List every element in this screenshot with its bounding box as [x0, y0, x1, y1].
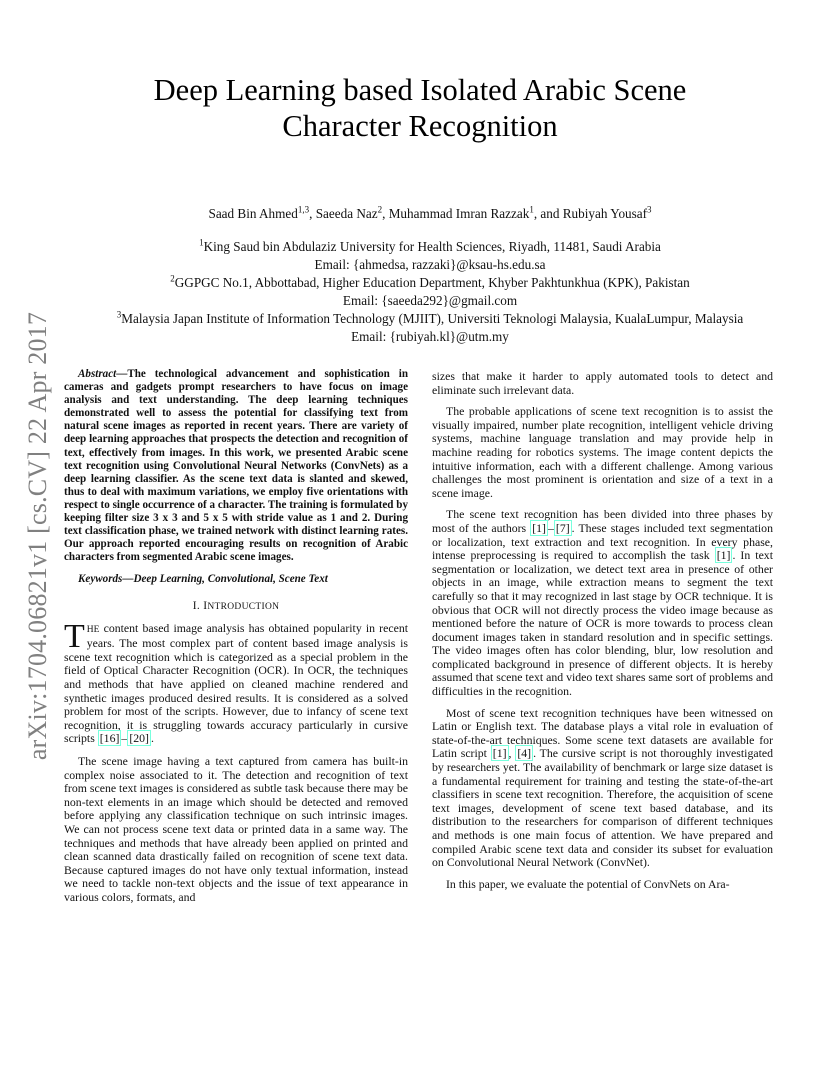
citation-link[interactable]: [1]	[492, 746, 507, 761]
paragraph-text: Most of scene text recognition techniques have been witnessed on Latin or English text. The database plays a vital role in evaluation of state-of-the-art techniques. Some scene text datasets are available for Latin script	[432, 705, 773, 761]
affil-number: 1	[199, 237, 204, 248]
affil-email: Email: {ahmedsa, razzaki}@ksau-hs.edu.sa	[314, 257, 546, 272]
author-4-affil: 3	[647, 204, 652, 215]
keywords: Keywords—Deep Learning, Convolutional, Scene Text	[78, 573, 328, 586]
affil-email: Email: {saeeda292}@gmail.com	[342, 293, 518, 308]
affil-text: Malaysia Japan Institute of Information Technology (MJIIT), Universiti Teknologi Malaysia, KualaLumpur, Malaysia	[121, 311, 744, 326]
author-2-affil: 2	[377, 204, 383, 215]
section-initial: I	[203, 600, 208, 612]
citation-dash: –	[121, 731, 128, 746]
affil-text: GGPGC No.1, Abbottabad, Higher Education Department, Khyber Pakhtunkhua (KPK), Pakistan	[174, 275, 690, 290]
author-sep: ,	[382, 206, 389, 221]
paragraph-end: .	[150, 731, 154, 746]
affiliation-2	[40, 274, 820, 310]
paper-title	[60, 72, 780, 144]
right-paragraph-1: sizes that make it harder to apply automated tools to detect and eliminate such irrelevant data.	[432, 369, 773, 397]
author-3-affil: 1	[529, 204, 534, 215]
right-paragraph-4	[432, 707, 773, 870]
affiliation-1	[40, 238, 820, 274]
small-caps: HE	[86, 624, 100, 635]
intro-paragraph-2: The scene image having a text captured from camera has built-in complex noise associated to it. The detection and recognition of text from scene text images is considered as subtle task because there may be non-text elements in an image which should be detected and removed before applying any classification technique on such intrinsic images. We can not process scene text data or printed data in a same way. The techniques and methods that have already been applied on printed and clean scanned data drastically failed on recognition of scene text data. Because captured images do not have only textual information, instead we need to tackle non-text objects and the issue of text appearance in various colors, formats, and	[64, 753, 408, 904]
paragraph-text: . These stages included text segmentation or localization, text extraction and text recognition. In every phase, intense preprocessing is required to accomplish the task	[432, 520, 773, 563]
citation-link[interactable]: [7]	[555, 520, 570, 535]
paragraph-text: . In text segmentation or localization, we detect text area in presence of other objects in an image, while extraction means to segment the text carefully so that it may recognized in last stage by OCR technique. It is obvious that OCR will not directly process the video image because as mentioned before the nature of OCR is more towards to process clean document images taken in standard resolution and in specific settings. The video images often has color blending, blur, low resolution and complicated background in presence of different objects. It is hereby assumed that scene text and video text shares same sort of problems and difficulties in the recognition.	[432, 548, 773, 699]
citation-dash: –	[547, 520, 554, 535]
abstract-label: Abstract	[78, 368, 117, 380]
paragraph-text: content based image analysis has obtained popularity in recent years. The most complex part of content based image analysis is scene text recognition which is categorized as a special problem in the field of Optical Character Recognition (OCR). In OCR, the techniques and methods that have applied on cleaned machine rendered and synthetic images produced desired results. It is considered as a solved problem for most of the scripts. However, due to infancy of scene text recognition, it is struggling towards accuracy particularly in cursive scripts	[64, 620, 408, 746]
paragraph-text: . The cursive script is not thoroughly investigated by researchers yet. The availability of benchmark or large size dataset is a fundamental requirement for training and testing the state-of-the-art classifiers in scene text recognition. Therefore, the acquisition of scene text images, development of scene text based database, and its distribution to the researchers for comparison of different techniques and methods is one main focus of attention. We have prepared and compiled Arabic scene text data and consider its subset for evaluation on Convolutional Neural Network (ConvNet).	[432, 746, 773, 870]
citation-link[interactable]: [1]	[532, 520, 546, 535]
author-2: Saeeda Naz	[315, 206, 378, 221]
citation-link[interactable]: [4]	[517, 746, 532, 761]
paragraph-text: The scene text recognition has been divided into three phases by most of the authors	[432, 507, 773, 535]
section-number: I.	[192, 600, 204, 612]
abstract	[64, 368, 408, 564]
author-1: Saad Bin Ahmed	[208, 206, 298, 221]
author-sep: , and	[533, 206, 563, 221]
drop-cap: T	[64, 617, 85, 655]
title-line-1: Deep Learning based Isolated Arabic Scene	[153, 73, 687, 107]
author-sep: ,	[309, 206, 316, 221]
author-3: Muhammad Imran Razzak	[388, 206, 530, 221]
intro-paragraph-1	[64, 617, 408, 746]
citation-link[interactable]: [16]	[99, 731, 120, 746]
right-paragraph-2: The probable applications of scene text recognition is to assist the visually impaired, number plate recognition, intelligent vehicle driving systems, machine language translation and may provide help in machine reading for robotics systems. The image content depicts the intuitive information, each with a different challenge. Among various challenges the most prominent is orientation and size of a text in a scene image.	[432, 404, 773, 500]
citation-link[interactable]: [20]	[129, 731, 149, 746]
author-list	[60, 206, 800, 222]
left-column	[64, 368, 408, 904]
author-1-affil: 1,3	[297, 204, 310, 215]
affiliation-3	[40, 310, 820, 346]
title-line-2: Character Recognition	[282, 109, 558, 143]
right-column	[432, 370, 773, 891]
author-4: Rubiyah Yousaf	[562, 206, 648, 221]
citation-sep: ,	[508, 746, 516, 761]
right-paragraph-3	[432, 508, 773, 698]
abstract-text: —The technological advancement and sophistication in cameras and gadgets prompt researchers to have focus on image analysis and text understanding. The deep learning techniques demonstrated well to assess the potential for classifying text from natural scene images as reported in recent years. There are variety of deep learning approaches that prospects the detection and recognition of text, effectively from images. In this work, we presented Arabic scene text recognition using Convolutional Neural Networks (ConvNets) as a deep learning classifier. As the scene text data is slanted and skewed, thus to deal with maximum variations, we employ five orientations with respect to single occurrence of a character. The training is formulated by keeping filter size 3 x 3 and 5 x 5 with stride value as 1 and 2. During text classification phase, we trained network with distinct learning rates. Our approach reported encouraging results on recognition of Arabic characters from segmented Arabic scene images.	[64, 368, 408, 564]
section-title-rest: NTRODUCTION	[207, 602, 280, 612]
arxiv-identifier: arXiv:1704.06821v1 [cs.CV] 22 Apr 2017	[23, 311, 52, 761]
affil-text: King Saud bin Abdulaziz University for Health Sciences, Riyadh, 11481, Saudi Arabia	[203, 239, 661, 254]
citation-link[interactable]: [1]	[716, 548, 731, 563]
affil-email: Email: {rubiyah.kl}@utm.my	[351, 329, 509, 344]
right-paragraph-5: In this paper, we evaluate the potential of ConvNets on Ara-	[446, 876, 730, 891]
section-heading-introduction	[64, 600, 408, 615]
affil-number: 3	[116, 309, 122, 320]
affil-number: 2	[170, 273, 175, 284]
